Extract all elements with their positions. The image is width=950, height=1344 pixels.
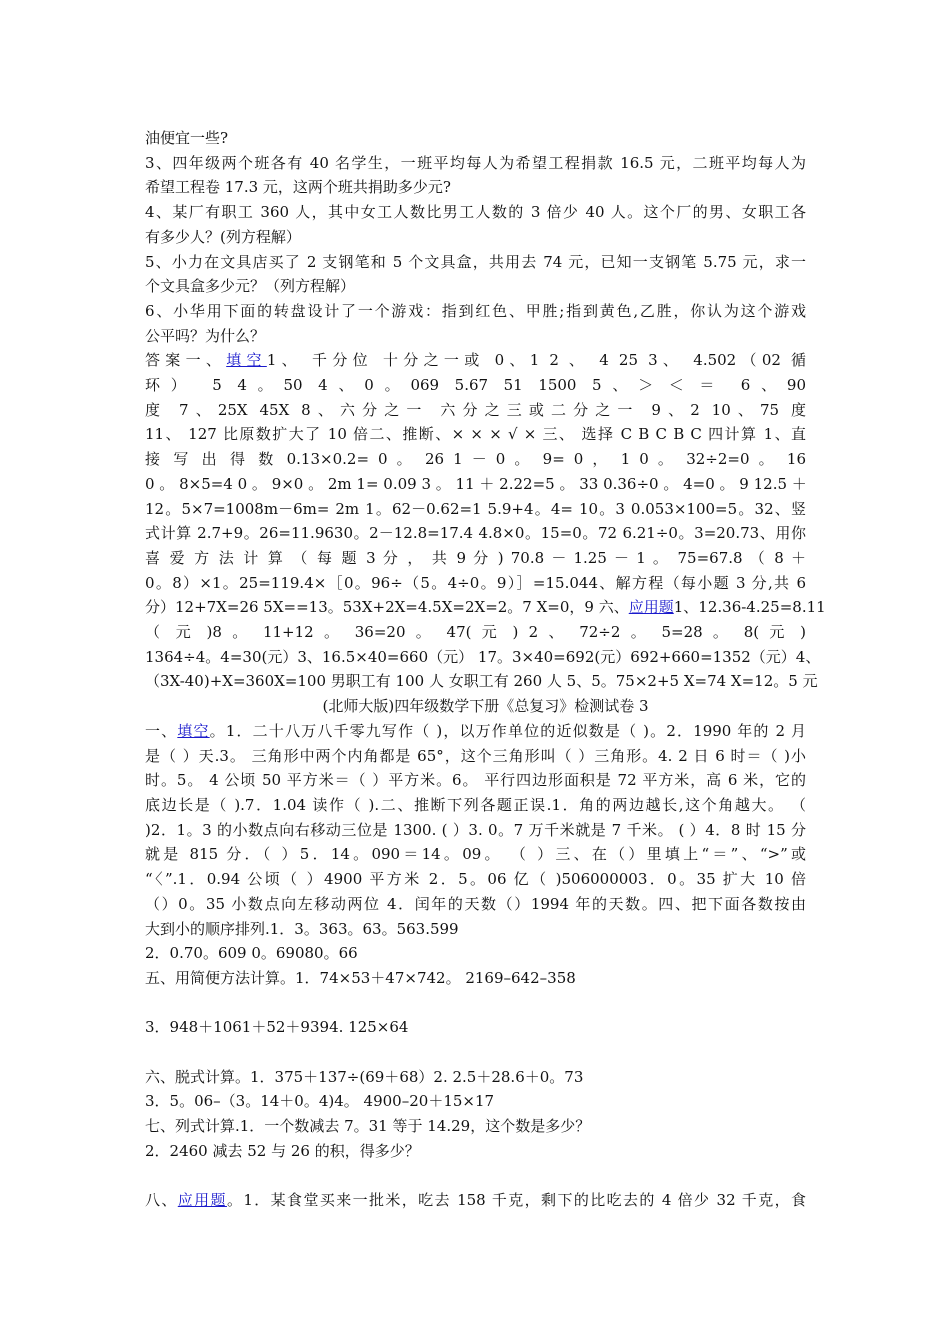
word-problem-link[interactable]: 应用题 [628,598,674,617]
answer-text: 分）12+7X=26 5X==13。53X+2X=4.5X=2X=2。7 X=0，9 六、 [145,598,629,617]
exam-line: 五、用简便方法计算。1．74×53＋47×742。 2169–642–358 [145,968,576,987]
answer-line: 1364÷4。4=30(元）3、16.5×40=660（元） 17。3×40=692(元）692+660=1352（元）4、 [145,647,821,666]
text-line: 5、小力在文具店买了 2 支钢笔和 5 个文具盒，共用去 74 元，已知一支钢笔 5.75 元，求一 [145,252,806,271]
exam-text: 。1．二十八万八千零九写作（ )，以万作单位的近似数是（ )。2．1990 年的 2 月 [209,721,806,740]
section-label: 八、 [145,1191,178,1210]
exam-line [145,719,806,744]
text-line: 希望工程卷 17.3 元，这两个班共捐助多少元? [145,178,451,197]
answer-line: 喜 爱 方 法 计 算 （ 每 题 3 分 ， 共 9 分 ) 70.8 － 1.25 － 1 。 75=67.8 （ 8 ＋ [145,548,806,567]
text-line: 4、某厂有职工 360 人，其中女工人数比男工人数的 3 倍少 40 人。这个厂的男、女职工各 [145,203,806,222]
answer-line [145,595,826,620]
answer-line: 度 7、25X 45X 8、六分之一 六分之三或二分之一 9、2 10、75 度 [145,400,806,419]
exam-line: 2．0.70。609 0。69080。66 [145,944,358,963]
answer-line: 0。8）×1。25=119.4×［0。96÷（5。4÷0。9）］=15.044、解方程（每小题 3 分,共 6 [145,573,806,592]
exam-line: 时。5。 4 公顷 50 平方米＝（ ）平方米。6。 平行四边形面积是 72 平方米，高 6 米，它的 [145,771,806,790]
answer-line: 式计算 2.7+9。26=11.9630。2－12.8=17.4 4.8×0。15=0。72 6.21÷0。3=20.73、用你 [145,524,806,543]
answer-line: 环） 5 4。50 4、0。069 5.67 51 1500 5、＞ ＜ ＝ 6、90 [145,376,806,395]
exam-line: 就是 815 分．（ ）5．14。090＝14。09。 （ ）三、在（）里填上“＝”、“>”或 [145,845,806,864]
blank-line [145,1164,806,1189]
answer-text: 1、 千分位 十分之一或 0、1 2 、 4 25 3、 4.502（02 循 [266,351,806,370]
text-line: 3、四年级两个班各有 40 名学生，一班平均每人为希望工程捐款 16.5 元，二班平均每人为 [145,153,806,172]
answer-line: 11、 127 比原数扩大了 10 倍二、推断、× × × √ × 三、 选择 C B C B C 四计算 1、直 [145,425,806,444]
exam-line: （）0。35 小数点向左移动两位 4．闰年的天数（）1994 年的天数。四、把下面各数按由 [145,894,806,913]
answer-label: 答案一、 [145,351,227,370]
answer-line: 12。5×7=1008m－6m= 2m 1。62－0.62=1 5.9+4。4= 10。3 0.053×100=5。32、竖 [145,499,806,518]
answer-line: 接 写 出 得 数 0.13×0.2= 0 。 26 1 － 0 。 9= 0 ， 1 0 。 32÷2=0 。 16 [145,450,806,469]
text-line: 公平吗？为什么？ [145,326,266,345]
answer-line: （3X-40)+X=360X=100 男职工有 100 人 女职工有 260 人 5、5。75×2+5 X=74 X=12。5 元 [145,672,818,691]
text-line: 油便宜一些? [145,129,229,147]
fill-blank-link[interactable]: 填空 [226,351,267,370]
exam-line: 底边长是（ ).7．1.04 读作（ ).二、推断下列各题正误.1．角的两边越长,这个角越大。 （ [145,795,806,814]
exam-line: 3．5。06–（3。14＋0。4)4。 4900–20＋15×17 [145,1092,495,1111]
exam-line: “〈”.1．0.94 公顷（ ）4900 平方米 2．5。06 亿（ )506000003．0。35 扩大 10 倍 [145,870,806,889]
exam-line: )2．1。3 的小数点向右移动三位是 1300. ( ）3. 0。7 万千米就是 7 千米。 ( ）4．8 时 15 分 [145,820,806,839]
fill-blank-link[interactable]: 填空 [177,721,210,740]
exam-line: 六、脱式计算。1．375＋137÷(69＋68）2. 2.5＋28.6＋0。73 [145,1067,584,1086]
answer-line: 0 。 8×5=4 0 。 9×0 。 2m 1= 0.09 3 。 11 ＋ 2.22=5 。 33 0.36÷0 。 4=0 。 9 12.5 ＋ [145,474,807,493]
exam-line: 2．2460 减去 52 与 26 的积，得多少？ [145,1141,420,1160]
text-line: 有多少人？(列方程解） [145,227,301,246]
answer-line: （ 元 )8 。 11+12 。 36=20 。 47( 元 ) 2 、 72÷2 。 5=28 。 8( 元 ) [145,623,806,642]
text-line: 6、小华用下面的转盘设计了一个游戏：指到红色、甲胜;指到黄色,乙胜，你认为这个游戏 [145,301,806,320]
exam-line: 大到小的顺序排列.1．3。363。63。563.599 [145,919,459,938]
exam-title: (北师大版)四年级数学下册《总复习》检测试卷 3 [322,697,649,716]
blank-line [145,1040,806,1065]
exam-line: 七、列式计算.1．一个数减去 7。31 等于 14.29，这个数是多少？ [145,1117,591,1136]
exam-line: 是（ ）天.3。 三角形中两个内角都是 65°，这个三角形叫（ ）三角形。4. 2 日 6 时＝（ )小 [145,746,806,765]
exam-line [145,1188,806,1213]
blank-line [145,991,806,1016]
answer-line [145,348,806,373]
exam-text: 。1．某食堂买来一批米，吃去 158 千克，剩下的比吃去的 4 倍少 32 千克，食 [226,1191,806,1210]
section-label: 一、 [145,721,178,740]
text-line: 个文具盒多少元？（列方程解） [145,277,356,296]
exam-line: 3．948＋1061＋52＋9394. 125×64 [145,1018,409,1037]
word-problem-link[interactable]: 应用题 [177,1191,227,1210]
answer-text: 1、12.36-4.25=8.11 [673,598,826,617]
